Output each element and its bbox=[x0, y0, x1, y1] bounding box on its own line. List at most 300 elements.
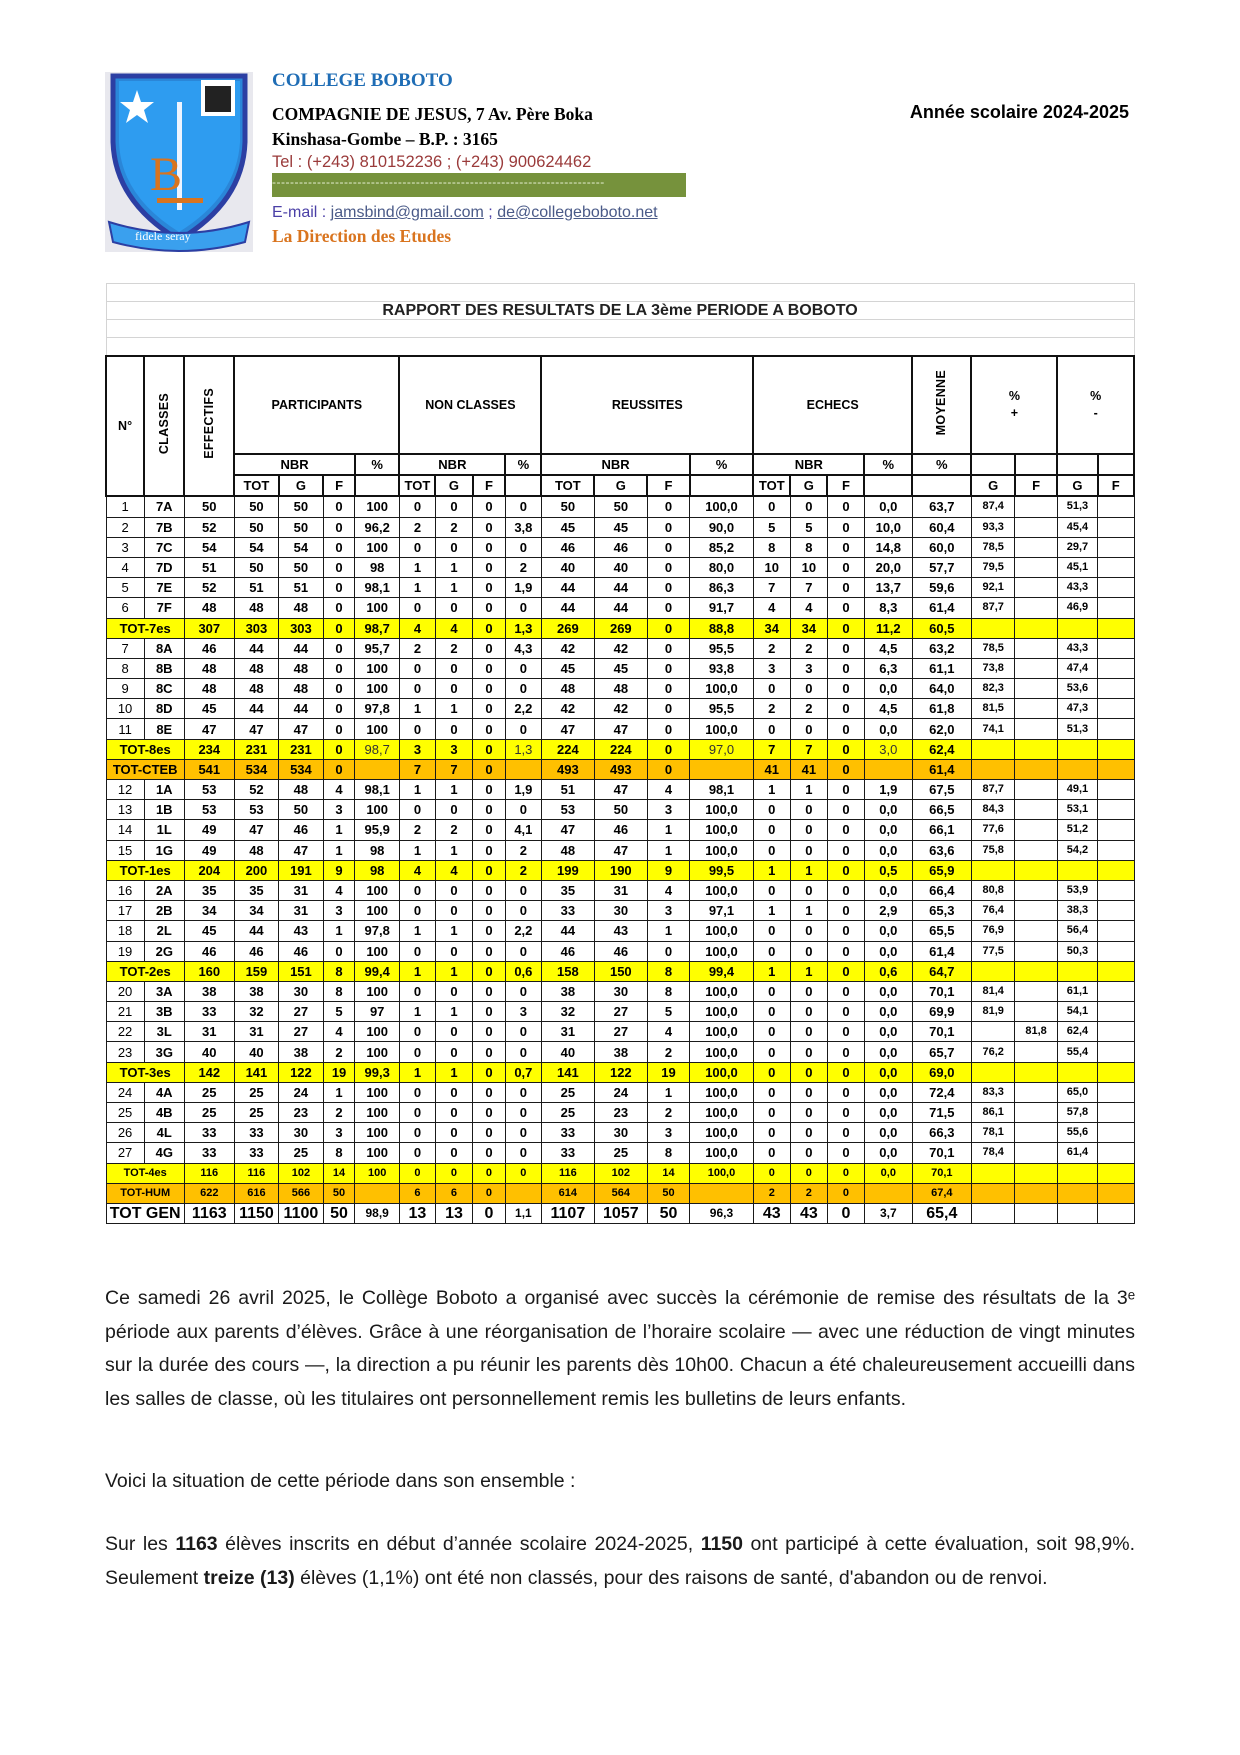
subheader-nbr: NBR bbox=[541, 454, 689, 475]
nc-tot-cell: 1 bbox=[399, 840, 435, 860]
r-g-cell: 493 bbox=[594, 759, 647, 779]
e-pct-cell: 0,0 bbox=[864, 1022, 912, 1042]
row-number: 11 bbox=[106, 719, 144, 739]
class-name: 4A bbox=[144, 1082, 184, 1102]
e-g-cell: 0 bbox=[790, 1002, 827, 1022]
nc-g-cell: 0 bbox=[435, 981, 472, 1001]
nc-g-cell: 1 bbox=[435, 699, 472, 719]
nc-pct-cell: 0 bbox=[505, 1022, 541, 1042]
effectifs-cell: 48 bbox=[184, 658, 234, 678]
e-g-cell: 2 bbox=[790, 638, 827, 658]
moy-cell: 72,4 bbox=[912, 1082, 971, 1102]
p-pct-cell: 100 bbox=[355, 679, 399, 699]
e-tot-cell: 0 bbox=[753, 1163, 790, 1183]
r-g-cell: 43 bbox=[594, 921, 647, 941]
r-pct-cell: 96,3 bbox=[690, 1203, 754, 1223]
nc-tot-cell: 6 bbox=[399, 1183, 435, 1203]
e-tot-cell: 0 bbox=[753, 1062, 790, 1082]
nc-tot-cell: 1 bbox=[399, 699, 435, 719]
effectifs-cell: 52 bbox=[184, 517, 234, 537]
class-name: 8D bbox=[144, 699, 184, 719]
p-g-cell: 122 bbox=[279, 1062, 323, 1082]
moy-cell: 61,4 bbox=[912, 598, 971, 618]
minus-f-cell bbox=[1098, 1103, 1134, 1123]
p-pct-cell: 95,7 bbox=[355, 638, 399, 658]
minus-g-cell: 54,2 bbox=[1057, 840, 1097, 860]
r-tot-cell: 25 bbox=[541, 1103, 594, 1123]
r-pct-cell: 100,0 bbox=[690, 1042, 754, 1062]
r-tot-cell: 1107 bbox=[541, 1203, 594, 1223]
r-tot-cell: 47 bbox=[541, 820, 594, 840]
minus-g-cell: 51,3 bbox=[1057, 719, 1097, 739]
r-g-cell: 1057 bbox=[594, 1203, 647, 1223]
nc-tot-cell: 1 bbox=[399, 557, 435, 577]
minus-g-cell: 55,6 bbox=[1057, 1123, 1097, 1143]
effectifs-cell: 48 bbox=[184, 679, 234, 699]
p-tot-cell: 34 bbox=[234, 901, 278, 921]
e-f-cell: 0 bbox=[827, 496, 864, 517]
p-g-cell: 27 bbox=[279, 1002, 323, 1022]
r-f-cell: 4 bbox=[647, 780, 689, 800]
p-tot-cell: 44 bbox=[234, 921, 278, 941]
e-g-cell: 10 bbox=[790, 557, 827, 577]
nc-pct-cell: 0 bbox=[505, 537, 541, 557]
e-pct-cell bbox=[864, 1183, 912, 1203]
minus-f-cell bbox=[1098, 901, 1134, 921]
row-number: 21 bbox=[106, 1002, 144, 1022]
e-pct-cell: 0,6 bbox=[864, 961, 912, 981]
p-f-cell: 14 bbox=[323, 1163, 355, 1183]
p-f-cell: 50 bbox=[323, 1183, 355, 1203]
e-g-cell: 41 bbox=[790, 759, 827, 779]
r-f-cell: 8 bbox=[647, 1143, 689, 1163]
nc-f-cell: 0 bbox=[473, 780, 506, 800]
p-g-cell: 44 bbox=[279, 699, 323, 719]
nc-f-cell: 0 bbox=[473, 1123, 506, 1143]
nc-f-cell: 0 bbox=[473, 800, 506, 820]
table-row bbox=[106, 1103, 1134, 1123]
p-f-cell: 50 bbox=[323, 1203, 355, 1223]
p-pct-cell: 100 bbox=[355, 496, 399, 517]
moy-cell: 70,1 bbox=[912, 1163, 971, 1183]
nc-tot-cell: 0 bbox=[399, 1082, 435, 1102]
p-g-cell: 24 bbox=[279, 1082, 323, 1102]
nc-pct-cell: 0 bbox=[505, 1143, 541, 1163]
moy-cell: 59,6 bbox=[912, 578, 971, 598]
e-pct-cell: 0,0 bbox=[864, 840, 912, 860]
minus-g-cell: 54,1 bbox=[1057, 1002, 1097, 1022]
nc-pct-cell: 0 bbox=[505, 719, 541, 739]
p-g-cell: 303 bbox=[279, 618, 323, 638]
plus-f-cell bbox=[1015, 1123, 1057, 1143]
nc-f-cell: 0 bbox=[473, 699, 506, 719]
effectifs-cell: 51 bbox=[184, 557, 234, 577]
plus-g-cell: 73,8 bbox=[971, 658, 1014, 678]
r-g-cell: 27 bbox=[594, 1002, 647, 1022]
class-name: 8E bbox=[144, 719, 184, 739]
p-tot-cell: 50 bbox=[234, 496, 278, 517]
p-tot-cell: 50 bbox=[234, 517, 278, 537]
p-g-cell: 50 bbox=[279, 557, 323, 577]
total-row bbox=[106, 618, 1134, 638]
r-g-cell: 190 bbox=[594, 860, 647, 880]
email-label: E-mail : bbox=[272, 204, 331, 221]
p-f-cell: 0 bbox=[323, 496, 355, 517]
col-g: G bbox=[279, 475, 323, 496]
nc-pct-cell: 0 bbox=[505, 679, 541, 699]
e-tot-cell: 41 bbox=[753, 759, 790, 779]
plus-f-cell bbox=[1015, 941, 1057, 961]
p-g-cell: 191 bbox=[279, 860, 323, 880]
nc-g-cell: 0 bbox=[435, 880, 472, 900]
p-g-cell: 31 bbox=[279, 880, 323, 900]
p-g-cell: 25 bbox=[279, 1143, 323, 1163]
minus-f-cell bbox=[1098, 537, 1134, 557]
minus-g-cell: 47,3 bbox=[1057, 699, 1097, 719]
p-g-cell: 43 bbox=[279, 921, 323, 941]
p-tot-cell: 25 bbox=[234, 1103, 278, 1123]
class-name: 1B bbox=[144, 800, 184, 820]
r-f-cell: 14 bbox=[647, 1163, 689, 1183]
r-g-cell: 45 bbox=[594, 517, 647, 537]
nc-pct-cell: 0 bbox=[505, 1103, 541, 1123]
p-f-cell: 0 bbox=[323, 618, 355, 638]
r-pct-cell: 80,0 bbox=[690, 557, 754, 577]
minus-g-cell: 61,4 bbox=[1057, 1143, 1097, 1163]
effectifs-cell: 25 bbox=[184, 1082, 234, 1102]
e-tot-cell: 0 bbox=[753, 800, 790, 820]
minus-f-cell bbox=[1098, 578, 1134, 598]
minus-f-cell bbox=[1098, 1062, 1134, 1082]
r-g-cell: 564 bbox=[594, 1183, 647, 1203]
row-number: 2 bbox=[106, 517, 144, 537]
e-f-cell: 0 bbox=[827, 598, 864, 618]
minus-g-cell: 65,0 bbox=[1057, 1082, 1097, 1102]
r-pct-cell bbox=[690, 1183, 754, 1203]
nc-pct-cell: 0,6 bbox=[505, 961, 541, 981]
r-f-cell: 0 bbox=[647, 496, 689, 517]
p-pct-cell: 99,4 bbox=[355, 961, 399, 981]
p-f-cell: 0 bbox=[323, 598, 355, 618]
total-row bbox=[106, 739, 1134, 759]
e-f-cell: 0 bbox=[827, 961, 864, 981]
effectifs-cell: 204 bbox=[184, 860, 234, 880]
p-pct-cell: 98,1 bbox=[355, 780, 399, 800]
table-row bbox=[106, 557, 1134, 577]
r-g-cell: 46 bbox=[594, 941, 647, 961]
nc-g-cell: 0 bbox=[435, 719, 472, 739]
e-f-cell: 0 bbox=[827, 638, 864, 658]
nc-g-cell: 2 bbox=[435, 638, 472, 658]
p-pct-cell: 100 bbox=[355, 800, 399, 820]
e-tot-cell: 0 bbox=[753, 820, 790, 840]
e-tot-cell: 2 bbox=[753, 638, 790, 658]
nc-pct-cell: 0 bbox=[505, 800, 541, 820]
r-f-cell: 3 bbox=[647, 800, 689, 820]
e-pct-cell: 0,0 bbox=[864, 1082, 912, 1102]
e-g-cell: 8 bbox=[790, 537, 827, 557]
p-tot-cell: 48 bbox=[234, 840, 278, 860]
minus-g-cell: 53,6 bbox=[1057, 679, 1097, 699]
moy-cell: 63,6 bbox=[912, 840, 971, 860]
email-link-2[interactable]: de@collegeboboto.net bbox=[497, 204, 658, 221]
effectifs-cell: 48 bbox=[184, 598, 234, 618]
p-pct-cell: 100 bbox=[355, 719, 399, 739]
header-moyenne: MOYENNE bbox=[912, 356, 971, 454]
e-tot-cell: 0 bbox=[753, 941, 790, 961]
nc-f-cell: 0 bbox=[473, 1002, 506, 1022]
nc-f-cell: 0 bbox=[473, 860, 506, 880]
nc-g-cell: 0 bbox=[435, 1123, 472, 1143]
r-f-cell: 19 bbox=[647, 1062, 689, 1082]
r-f-cell: 0 bbox=[647, 638, 689, 658]
p-f-cell: 19 bbox=[323, 1062, 355, 1082]
e-pct-cell: 0,0 bbox=[864, 941, 912, 961]
r-pct-cell: 90,0 bbox=[690, 517, 754, 537]
plus-f-cell bbox=[1015, 1183, 1057, 1203]
nc-g-cell: 0 bbox=[435, 679, 472, 699]
col-g: G bbox=[790, 475, 827, 496]
e-g-cell: 0 bbox=[790, 496, 827, 517]
class-name: 7D bbox=[144, 557, 184, 577]
r-g-cell: 40 bbox=[594, 557, 647, 577]
effectifs-cell: 622 bbox=[184, 1183, 234, 1203]
p-g-cell: 50 bbox=[279, 517, 323, 537]
nc-pct-cell bbox=[505, 1183, 541, 1203]
e-pct-cell: 10,0 bbox=[864, 517, 912, 537]
row-number: 18 bbox=[106, 921, 144, 941]
p-tot-cell: 52 bbox=[234, 780, 278, 800]
e-tot-cell: 0 bbox=[753, 1082, 790, 1102]
e-pct-cell: 0,0 bbox=[864, 679, 912, 699]
minus-g-cell bbox=[1057, 961, 1097, 981]
r-f-cell: 1 bbox=[647, 1082, 689, 1102]
plus-f-cell bbox=[1015, 961, 1057, 981]
nc-pct-cell: 4,1 bbox=[505, 820, 541, 840]
nc-g-cell: 1 bbox=[435, 780, 472, 800]
row-number: 7 bbox=[106, 638, 144, 658]
r-f-cell: 0 bbox=[647, 759, 689, 779]
r-tot-cell: 25 bbox=[541, 1082, 594, 1102]
minus-f-cell bbox=[1098, 1082, 1134, 1102]
minus-f-cell bbox=[1098, 638, 1134, 658]
minus-g-cell: 62,4 bbox=[1057, 1022, 1097, 1042]
r-g-cell: 30 bbox=[594, 901, 647, 921]
e-pct-cell: 0,0 bbox=[864, 1143, 912, 1163]
results-table bbox=[105, 283, 1135, 1224]
row-number: 20 bbox=[106, 981, 144, 1001]
e-g-cell: 43 bbox=[790, 1203, 827, 1223]
e-pct-cell: 0,0 bbox=[864, 719, 912, 739]
plus-g-cell bbox=[971, 1022, 1014, 1042]
nc-g-cell: 1 bbox=[435, 578, 472, 598]
subheader-pct: % bbox=[505, 454, 541, 475]
plus-g-cell: 78,1 bbox=[971, 1123, 1014, 1143]
r-pct-cell: 100,0 bbox=[690, 1002, 754, 1022]
nc-g-cell: 0 bbox=[435, 1022, 472, 1042]
minus-f-cell bbox=[1098, 1183, 1134, 1203]
nc-pct-cell: 1,3 bbox=[505, 618, 541, 638]
moy-cell: 69,0 bbox=[912, 1062, 971, 1082]
minus-g-cell: 49,1 bbox=[1057, 780, 1097, 800]
email-link-1[interactable]: jamsbind@gmail.com bbox=[330, 204, 484, 221]
school-crest-logo bbox=[105, 72, 253, 252]
p-pct-cell: 98 bbox=[355, 557, 399, 577]
e-f-cell: 0 bbox=[827, 1002, 864, 1022]
p-pct-cell: 100 bbox=[355, 1143, 399, 1163]
nc-g-cell: 4 bbox=[435, 618, 472, 638]
r-pct-cell: 100,0 bbox=[690, 1123, 754, 1143]
plus-f-cell bbox=[1015, 537, 1057, 557]
r-g-cell: 45 bbox=[594, 658, 647, 678]
address-line-1: COMPAGNIE DE JESUS, 7 Av. Père Boka bbox=[272, 104, 593, 124]
plus-f-cell bbox=[1015, 921, 1057, 941]
direction-des-etudes: La Direction des Etudes bbox=[272, 226, 452, 246]
email-line bbox=[272, 201, 872, 225]
e-g-cell: 0 bbox=[790, 1082, 827, 1102]
e-g-cell: 3 bbox=[790, 658, 827, 678]
effectifs-cell: 116 bbox=[184, 1163, 234, 1183]
effectifs-cell: 33 bbox=[184, 1143, 234, 1163]
nc-tot-cell: 0 bbox=[399, 941, 435, 961]
effectifs-cell: 160 bbox=[184, 961, 234, 981]
moy-cell: 65,4 bbox=[912, 1203, 971, 1223]
e-g-cell: 0 bbox=[790, 921, 827, 941]
r-tot-cell: 158 bbox=[541, 961, 594, 981]
r-pct-cell: 100,0 bbox=[690, 679, 754, 699]
minus-f-cell bbox=[1098, 1123, 1134, 1143]
p-pct-cell: 98,7 bbox=[355, 739, 399, 759]
minus-g-cell: 45,4 bbox=[1057, 517, 1097, 537]
p-f-cell: 0 bbox=[323, 578, 355, 598]
e-g-cell: 0 bbox=[790, 1022, 827, 1042]
letterhead bbox=[105, 72, 1135, 257]
table-row bbox=[106, 1002, 1134, 1022]
p-pct-cell: 95,9 bbox=[355, 820, 399, 840]
table-row bbox=[106, 921, 1134, 941]
table-row bbox=[106, 578, 1134, 598]
moy-cell: 67,5 bbox=[912, 780, 971, 800]
plus-f-cell bbox=[1015, 638, 1057, 658]
effectifs-cell: 307 bbox=[184, 618, 234, 638]
table-row bbox=[106, 598, 1134, 618]
table-row bbox=[106, 820, 1134, 840]
r-g-cell: 24 bbox=[594, 1082, 647, 1102]
total-label: TOT-1es bbox=[106, 860, 184, 880]
row-number: 4 bbox=[106, 557, 144, 577]
class-name: 3L bbox=[144, 1022, 184, 1042]
r-g-cell: 46 bbox=[594, 820, 647, 840]
e-g-cell: 1 bbox=[790, 780, 827, 800]
plus-f-cell bbox=[1015, 800, 1057, 820]
effectifs-cell: 46 bbox=[184, 941, 234, 961]
e-g-cell: 0 bbox=[790, 820, 827, 840]
e-g-cell: 1 bbox=[790, 961, 827, 981]
e-pct-cell: 0,0 bbox=[864, 1002, 912, 1022]
plus-g-cell: 79,5 bbox=[971, 557, 1014, 577]
total-row bbox=[106, 1062, 1134, 1082]
row-number: 9 bbox=[106, 679, 144, 699]
header-participants: PARTICIPANTS bbox=[234, 356, 399, 454]
e-pct-cell: 1,9 bbox=[864, 780, 912, 800]
nc-f-cell: 0 bbox=[473, 496, 506, 517]
nc-tot-cell: 0 bbox=[399, 719, 435, 739]
minus-g-cell: 46,9 bbox=[1057, 598, 1097, 618]
plus-g-cell: 83,3 bbox=[971, 1082, 1014, 1102]
nc-g-cell: 2 bbox=[435, 517, 472, 537]
minus-g-cell: 55,4 bbox=[1057, 1042, 1097, 1062]
e-g-cell: 0 bbox=[790, 1163, 827, 1183]
e-g-cell: 0 bbox=[790, 679, 827, 699]
nc-pct-cell: 4,3 bbox=[505, 638, 541, 658]
plus-f-cell bbox=[1015, 496, 1057, 517]
plus-g-cell: 78,4 bbox=[971, 1143, 1014, 1163]
nc-tot-cell: 3 bbox=[399, 739, 435, 759]
p-tot-cell: 35 bbox=[234, 880, 278, 900]
minus-f-cell bbox=[1098, 941, 1134, 961]
header-reussites: REUSSITES bbox=[541, 356, 753, 454]
p-tot-cell: 200 bbox=[234, 860, 278, 880]
row-number: 12 bbox=[106, 780, 144, 800]
p-tot-cell: 51 bbox=[234, 578, 278, 598]
r-pct-cell: 100,0 bbox=[690, 840, 754, 860]
effectifs-cell: 47 bbox=[184, 719, 234, 739]
e-pct-cell: 0,0 bbox=[864, 1062, 912, 1082]
nc-g-cell: 0 bbox=[435, 537, 472, 557]
nc-g-cell: 0 bbox=[435, 800, 472, 820]
e-f-cell: 0 bbox=[827, 1183, 864, 1203]
e-g-cell: 0 bbox=[790, 941, 827, 961]
r-f-cell: 0 bbox=[647, 941, 689, 961]
e-pct-cell: 2,9 bbox=[864, 901, 912, 921]
p-pct-cell bbox=[355, 759, 399, 779]
plus-g-cell: 77,6 bbox=[971, 820, 1014, 840]
address-line-2: Kinshasa-Gombe – B.P. : 3165 bbox=[272, 129, 498, 149]
r-f-cell: 0 bbox=[647, 598, 689, 618]
e-pct-cell: 3,7 bbox=[864, 1203, 912, 1223]
r-f-cell: 0 bbox=[647, 578, 689, 598]
nc-g-cell: 0 bbox=[435, 1163, 472, 1183]
nc-pct-cell: 0 bbox=[505, 598, 541, 618]
p-tot-cell: 1150 bbox=[234, 1203, 278, 1223]
table-row bbox=[106, 1022, 1134, 1042]
plus-g-cell: 81,4 bbox=[971, 981, 1014, 1001]
p-f-cell: 0 bbox=[323, 759, 355, 779]
article-paragraph-1: Ce samedi 26 avril 2025, le Collège Boboto a organisé avec succès la cérémonie de remise des résultats de la 3ᵉ période aux parents d’élèves. Grâce à une réorganisation de l’horaire scolaire — avec une réduction de vingt minutes sur la durée des cours —, la direction a pu réunir les parents dès 10h00. Chacun a été chaleureusement accueilli dans les salles de classe, où les titulaires ont personnellement remis les bulletins de leurs enfants. bbox=[105, 1287, 1135, 1410]
r-g-cell: 224 bbox=[594, 739, 647, 759]
p-g-cell: 27 bbox=[279, 1022, 323, 1042]
nc-f-cell: 0 bbox=[473, 820, 506, 840]
nc-f-cell: 0 bbox=[473, 1082, 506, 1102]
e-f-cell: 0 bbox=[827, 719, 864, 739]
p-g-cell: 48 bbox=[279, 780, 323, 800]
p-f-cell: 0 bbox=[323, 537, 355, 557]
minus-f-cell bbox=[1098, 699, 1134, 719]
total-row bbox=[106, 961, 1134, 981]
e-tot-cell: 4 bbox=[753, 598, 790, 618]
r-tot-cell: 50 bbox=[541, 496, 594, 517]
table-row bbox=[106, 1082, 1134, 1102]
e-g-cell: 0 bbox=[790, 1123, 827, 1143]
header-classes: CLASSES bbox=[144, 356, 184, 496]
r-tot-cell: 47 bbox=[541, 719, 594, 739]
r-tot-cell: 46 bbox=[541, 537, 594, 557]
nc-f-cell: 0 bbox=[473, 618, 506, 638]
class-name: 4G bbox=[144, 1143, 184, 1163]
e-f-cell: 0 bbox=[827, 1022, 864, 1042]
table-row bbox=[106, 537, 1134, 557]
table-row bbox=[106, 780, 1134, 800]
